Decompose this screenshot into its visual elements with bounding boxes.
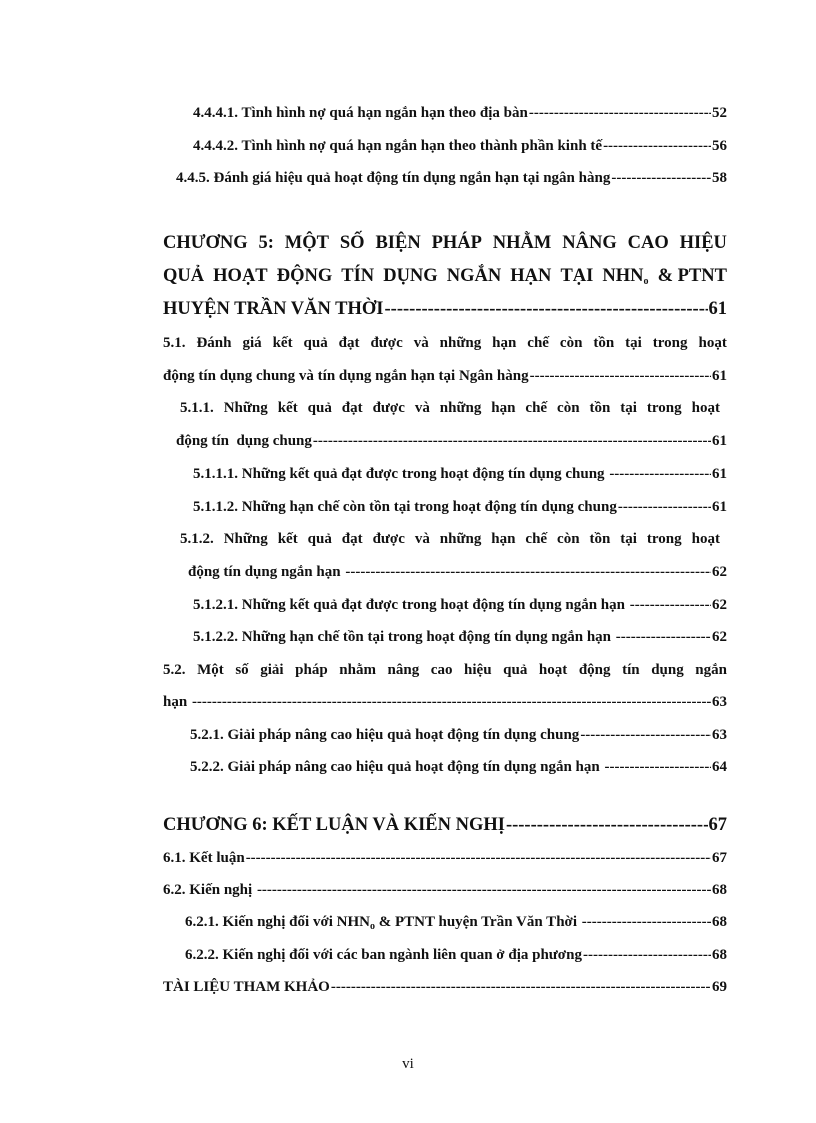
word: và (414, 531, 430, 547)
toc-entry-title: 6.2. Kiến nghị (163, 882, 256, 898)
word: những (439, 400, 482, 416)
subscript: o (643, 276, 649, 287)
word: 5.1.1. (180, 400, 214, 416)
word-nhno (602, 264, 648, 294)
toc-entry-title: động tín dụng chung (176, 433, 312, 449)
subscript: o (370, 921, 376, 932)
toc-entry-5-1-2-line-2 (188, 562, 727, 582)
word: động (578, 662, 611, 678)
toc-entry-title: TÀI LIỆU THAM KHẢO (163, 979, 330, 995)
word: trong (652, 335, 688, 351)
word: được (372, 531, 405, 547)
word: CAO (627, 233, 669, 253)
word: trong (646, 400, 682, 416)
word: được (372, 400, 405, 416)
toc-entry-5-2-line-2 (163, 692, 727, 712)
toc-entry-5-2-2 (190, 757, 727, 777)
toc-page-number: 63 (712, 694, 727, 710)
word: Một (197, 662, 224, 678)
word: ĐỘNG (276, 266, 333, 286)
word: chế (525, 400, 548, 416)
word: hoạt (691, 400, 720, 416)
toc-page-number: 61 (712, 499, 727, 515)
word: còn (557, 400, 580, 416)
toc-entry-5-1-2-2 (193, 627, 727, 647)
toc-page-number: 58 (712, 170, 727, 186)
word: pháp (295, 662, 328, 678)
toc-page-number: 67 (712, 850, 727, 866)
word: đạt (338, 335, 360, 351)
toc-leader (246, 848, 711, 868)
toc-entry-title: 6.2.2. Kiến nghị đối với các ban ngành liên quan ở địa phương (185, 947, 582, 963)
word: cao (430, 662, 453, 678)
word: HIỆU (679, 233, 727, 253)
word: Những (223, 400, 268, 416)
word: hiệu (464, 662, 492, 678)
chapter-5-heading-line-3 (163, 297, 727, 321)
toc-entry-title: hạn (163, 694, 191, 710)
toc-entry-4-4-5 (176, 168, 727, 188)
toc-entry-title: CHƯƠNG 6: KẾT LUẬN VÀ KIẾN NGHỊ (163, 815, 505, 835)
toc-entry-title: 5.1.2.1. Những kết quả đạt được trong hoạt động tín dụng ngắn hạn (193, 597, 629, 613)
toc-entry-6-1 (163, 848, 727, 868)
word: TẠI (560, 266, 594, 286)
chapter-5-heading-line-1 (163, 231, 727, 255)
toc-page-number: 64 (712, 759, 727, 775)
word: chế (525, 531, 548, 547)
word: giá (242, 335, 262, 351)
toc-leader (331, 977, 711, 997)
word: và (413, 335, 429, 351)
toc-entry-5-1-1-1 (193, 464, 727, 484)
toc-leader (530, 366, 711, 386)
word: những (439, 531, 482, 547)
toc-page-number: 61 (712, 433, 727, 449)
word: đạt (341, 400, 363, 416)
title-part: 6.2.1. Kiến nghị đối với NHN (185, 914, 371, 930)
word: nhằm (339, 662, 376, 678)
word: 5: (258, 233, 274, 253)
word: tín (622, 662, 640, 678)
word: Những (223, 531, 268, 547)
word: HOẠT (213, 266, 268, 286)
toc-entry-6-2-2 (185, 945, 727, 965)
word: SỐ (339, 233, 365, 253)
word: 5.1.2. (180, 531, 214, 547)
toc-page-number: 61 (712, 466, 727, 482)
toc-page-number: 69 (712, 979, 727, 995)
word: NHẰM (492, 233, 552, 253)
word: tại (620, 400, 637, 416)
word: tồn (593, 335, 615, 351)
toc-entry-title: 5.1.1.2. Những hạn chế còn tồn tại trong hoạt động tín dụng chung (193, 499, 617, 515)
toc-page-number: 62 (712, 597, 727, 613)
toc-leader (611, 168, 711, 188)
toc-entry-title: 5.2.1. Giải pháp nâng cao hiệu quả hoạt động tín dụng chung (190, 727, 580, 743)
toc-entry-5-1-2-1 (193, 595, 727, 615)
word: & PTNT (657, 266, 727, 286)
word: số (235, 662, 249, 678)
word: Đánh (196, 335, 232, 351)
word: trong (646, 531, 682, 547)
toc-leader (618, 497, 711, 517)
word: 5.2. (163, 662, 186, 678)
word: MỘT (284, 233, 329, 253)
toc-entry-6-2 (163, 880, 727, 900)
word: chế (527, 335, 549, 351)
toc-leader (529, 103, 711, 123)
toc-leader (345, 562, 711, 582)
toc-entry-title: HUYỆN TRẦN VĂN THỜI (163, 299, 384, 319)
toc-leader (630, 595, 711, 615)
toc-page-number: 68 (712, 882, 727, 898)
word: PHÁP (431, 233, 482, 253)
toc-entry-5-1-1-2 (193, 497, 727, 517)
toc-entry-title: 4.4.4.1. Tình hình nợ quá hạn ngắn hạn theo địa bàn (193, 105, 528, 121)
toc-entry-title: 6.1. Kết luận (163, 850, 245, 866)
word: QUẢ (163, 266, 205, 286)
word: kết (277, 400, 298, 416)
toc-entry-title: 4.4.5. Đánh giá hiệu quả hoạt động tín dụng ngắn hạn tại ngân hàng (176, 170, 611, 186)
toc-entry-references (163, 977, 727, 997)
toc-page-number: 68 (712, 914, 727, 930)
word: được (370, 335, 403, 351)
word: DỤNG (383, 266, 438, 286)
toc-leader (313, 431, 711, 451)
toc-page-number: 62 (712, 564, 727, 580)
chapter-5-heading-line-2 (163, 264, 727, 294)
toc-entry-4-4-4-2 (193, 136, 727, 156)
toc-entry-title: 5.2.2. Giải pháp nâng cao hiệu quả hoạt động tín dụng ngắn hạn (190, 759, 604, 775)
word: và (414, 400, 430, 416)
word: HẠN (510, 266, 552, 286)
toc-leader (385, 297, 708, 321)
word: còn (559, 335, 583, 351)
word: đạt (341, 531, 363, 547)
toc-leader (257, 880, 711, 900)
word: hoạt (538, 662, 568, 678)
word: tồn (589, 531, 611, 547)
toc-entry-title: động tín dụng ngắn hạn (188, 564, 345, 580)
toc-leader (616, 627, 711, 647)
toc-entry-6-2-1 (185, 912, 727, 937)
toc-page-number: 61 (712, 368, 727, 384)
toc-page-number: 62 (712, 629, 727, 645)
word: hoạt (698, 335, 727, 351)
word: NGẮN (446, 266, 502, 286)
word: TÍN (341, 266, 375, 286)
word: hoạt (691, 531, 720, 547)
toc-leader (580, 725, 711, 745)
word: CHƯƠNG (163, 233, 248, 253)
toc-leader (603, 136, 711, 156)
page-number-footer: vi (402, 1056, 414, 1072)
word: tại (625, 335, 642, 351)
toc-entry-title: động tín dụng chung và tín dụng ngắn hạn tại Ngân hàng (163, 368, 529, 384)
toc-page-number: 52 (712, 105, 727, 121)
word: giải (260, 662, 284, 678)
toc-entry-4-4-4-1 (193, 103, 727, 123)
toc-leader (506, 813, 708, 837)
toc-entry-title (185, 912, 581, 937)
word: kết (277, 531, 298, 547)
word: tồn (589, 400, 611, 416)
toc-entry-5-1-1-line-1 (180, 398, 720, 418)
toc-page-number: 67 (708, 815, 727, 835)
word: hạn (491, 531, 516, 547)
word: còn (557, 531, 580, 547)
word: dụng (651, 662, 684, 678)
word: hạn (492, 335, 517, 351)
toc-page-number: 61 (708, 299, 727, 319)
toc-entry-5-1-line-1 (163, 333, 727, 353)
word: tại (620, 531, 637, 547)
toc-page-number: 63 (712, 727, 727, 743)
chapter-6-heading (163, 813, 727, 837)
toc-entry-title: 5.1.1.1. Những kết quả đạt được trong hoạt động tín dụng chung (193, 466, 609, 482)
word: hạn (491, 400, 516, 416)
toc-entry-5-1-line-2 (163, 366, 727, 386)
word: NÂNG (562, 233, 617, 253)
word: ngắn (695, 662, 727, 678)
toc-leader (582, 912, 711, 932)
toc-leader (605, 757, 712, 777)
toc-page-number: 56 (712, 138, 727, 154)
toc-entry-5-1-1-line-2 (176, 431, 727, 451)
word: NHN (602, 266, 644, 286)
toc-entry-5-1-2-line-1 (180, 529, 720, 549)
toc-leader (192, 692, 711, 712)
toc-entry-5-2-1 (190, 725, 727, 745)
toc-entry-title: 4.4.4.2. Tình hình nợ quá hạn ngắn hạn theo thành phần kinh tế (193, 138, 603, 154)
word: kết (272, 335, 293, 351)
title-part: & PTNT huyện Trần Văn Thời (375, 914, 581, 930)
word: những (439, 335, 482, 351)
toc-page-number: 68 (712, 947, 727, 963)
toc-entry-5-2-line-1 (163, 660, 727, 680)
word: nâng (387, 662, 420, 678)
word: quả (503, 662, 528, 678)
word: quả (307, 531, 332, 547)
toc-leader (609, 464, 711, 484)
toc-entry-title: 5.1.2.2. Những hạn chế tồn tại trong hoạt động tín dụng ngắn hạn (193, 629, 615, 645)
word: 5.1. (163, 335, 186, 351)
word: quả (303, 335, 328, 351)
word: quả (307, 400, 332, 416)
word: BIỆN (375, 233, 421, 253)
toc-leader (583, 945, 711, 965)
